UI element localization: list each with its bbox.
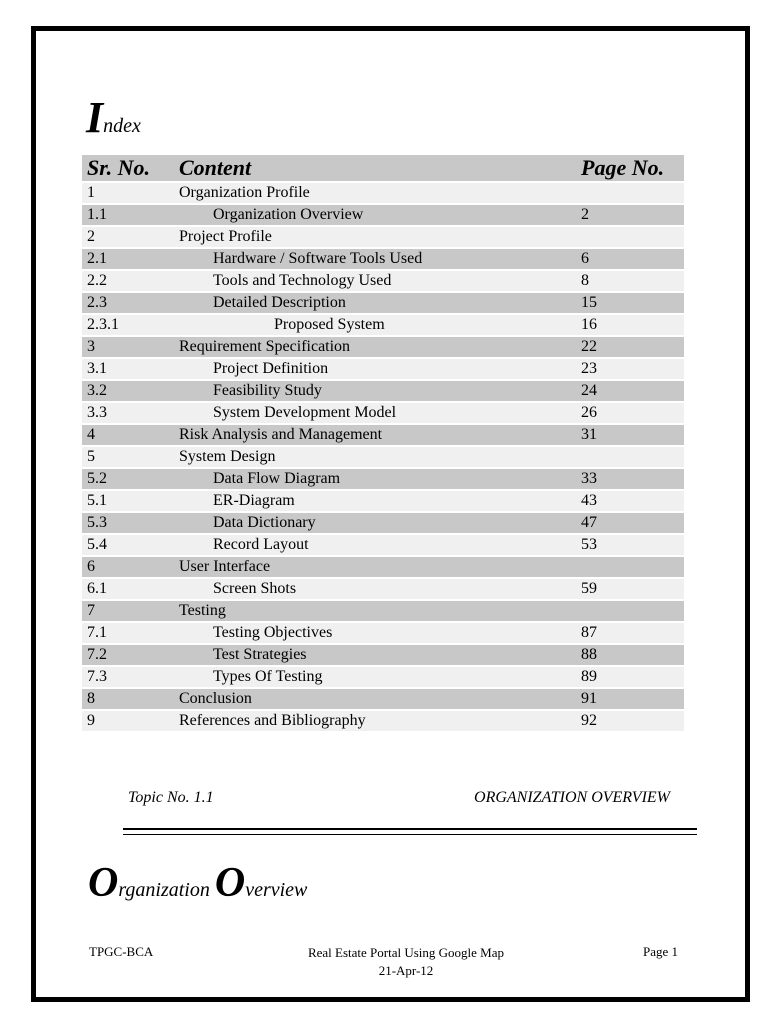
index-initial: I: [86, 93, 104, 142]
footer-left: TPGC-BCA: [89, 944, 154, 959]
divider-line-thin: [123, 834, 697, 835]
table-row: [82, 205, 684, 225]
index-table: [82, 153, 684, 733]
cell-sr-no: 1: [82, 183, 174, 203]
table-row: [82, 227, 684, 247]
cell-content: Tools and Technology Used: [174, 271, 576, 291]
cell-page-no: 2: [576, 205, 684, 225]
cell-content: Hardware / Software Tools Used: [174, 249, 576, 269]
table-row: [82, 425, 684, 445]
divider-line: [123, 828, 697, 830]
index-table-body: [82, 183, 684, 731]
table-row: [82, 535, 684, 555]
cell-content: Project Definition: [174, 359, 576, 379]
cell-sr-no: 3.1: [82, 359, 174, 379]
cell-sr-no: 7.2: [82, 645, 174, 665]
section-rest-2: verview: [245, 879, 308, 901]
cell-page-no: 6: [576, 249, 684, 269]
table-row: [82, 623, 684, 643]
cell-sr-no: 2: [82, 227, 174, 247]
cell-content: Data Dictionary: [174, 513, 576, 533]
cell-page-no: [576, 447, 684, 467]
header-sr-no: Sr. No.: [82, 155, 174, 181]
table-header-row: [82, 155, 684, 181]
table-row: [82, 249, 684, 269]
index-rest: ndex: [103, 115, 141, 137]
table-row: [82, 359, 684, 379]
section-heading: [88, 862, 307, 904]
cell-page-no: 92: [576, 711, 684, 731]
table-row: [82, 645, 684, 665]
cell-page-no: 43: [576, 491, 684, 511]
table-row: [82, 403, 684, 423]
table-row: [82, 579, 684, 599]
header-content: Content: [174, 155, 576, 181]
cell-content: Data Flow Diagram: [174, 469, 576, 489]
cell-sr-no: 8: [82, 689, 174, 709]
cell-page-no: 47: [576, 513, 684, 533]
cell-content: System Design: [174, 447, 576, 467]
cell-sr-no: 7.3: [82, 667, 174, 687]
cell-page-no: [576, 557, 684, 577]
cell-content: References and Bibliography: [174, 711, 576, 731]
cell-sr-no: 5.1: [82, 491, 174, 511]
cell-content: Testing Objectives: [174, 623, 576, 643]
table-row: [82, 447, 684, 467]
cell-sr-no: 3.3: [82, 403, 174, 423]
footer-title: Real Estate Portal Using Google Map: [307, 945, 505, 960]
table-row: [82, 337, 684, 357]
footer-center: [256, 944, 556, 980]
cell-sr-no: 5.3: [82, 513, 174, 533]
cell-page-no: 24: [576, 381, 684, 401]
cell-content: Record Layout: [174, 535, 576, 555]
cell-sr-no: 9: [82, 711, 174, 731]
cell-page-no: 53: [576, 535, 684, 555]
cell-page-no: 26: [576, 403, 684, 423]
table-row: [82, 271, 684, 291]
cell-sr-no: 4: [82, 425, 174, 445]
table-row: [82, 315, 684, 335]
cell-page-no: 87: [576, 623, 684, 643]
cell-page-no: 33: [576, 469, 684, 489]
cell-page-no: 15: [576, 293, 684, 313]
cell-sr-no: 2.3: [82, 293, 174, 313]
cell-content: Organization Overview: [174, 205, 576, 225]
cell-content: Testing: [174, 601, 576, 621]
header-page-no: Page No.: [576, 155, 684, 181]
cell-sr-no: 5.2: [82, 469, 174, 489]
cell-page-no: 23: [576, 359, 684, 379]
cell-content: Detailed Description: [174, 293, 576, 313]
cell-sr-no: 6.1: [82, 579, 174, 599]
table-row: [82, 513, 684, 533]
cell-content: User Interface: [174, 557, 576, 577]
table-row: [82, 491, 684, 511]
cell-content: ER-Diagram: [174, 491, 576, 511]
cell-content: Proposed System: [174, 315, 576, 335]
cell-sr-no: 5: [82, 447, 174, 467]
cell-content: Types Of Testing: [174, 667, 576, 687]
cell-content: System Development Model: [174, 403, 576, 423]
index-heading: [86, 93, 141, 142]
cell-page-no: 8: [576, 271, 684, 291]
cell-content: Feasibility Study: [174, 381, 576, 401]
cell-page-no: [576, 183, 684, 203]
table-row: [82, 667, 684, 687]
topic-number: Topic No. 1.1: [128, 789, 214, 806]
table-row: [82, 711, 684, 731]
cell-page-no: 88: [576, 645, 684, 665]
cell-content: Conclusion: [174, 689, 576, 709]
table-row: [82, 689, 684, 709]
cell-page-no: 16: [576, 315, 684, 335]
cell-content: Test Strategies: [174, 645, 576, 665]
cell-content: Risk Analysis and Management: [174, 425, 576, 445]
cell-sr-no: 2.3.1: [82, 315, 174, 335]
cell-sr-no: 3.2: [82, 381, 174, 401]
cell-content: Requirement Specification: [174, 337, 576, 357]
footer-date: 21-Apr-12: [378, 963, 434, 978]
cell-sr-no: 7: [82, 601, 174, 621]
footer-page-number: Page 1: [642, 944, 678, 959]
section-initial-2: O: [214, 860, 246, 906]
cell-page-no: 91: [576, 689, 684, 709]
cell-sr-no: 5.4: [82, 535, 174, 555]
section-initial-1: O: [88, 860, 119, 906]
table-row: [82, 557, 684, 577]
section-rest-1: rganization: [118, 879, 215, 901]
cell-sr-no: 6: [82, 557, 174, 577]
cell-content: Project Profile: [174, 227, 576, 247]
topic-title: ORGANIZATION OVERVIEW: [474, 789, 670, 806]
table-row: [82, 469, 684, 489]
table-row: [82, 183, 684, 203]
cell-page-no: 22: [576, 337, 684, 357]
cell-sr-no: 1.1: [82, 205, 174, 225]
cell-page-no: [576, 601, 684, 621]
cell-page-no: [576, 227, 684, 247]
table-row: [82, 293, 684, 313]
cell-sr-no: 7.1: [82, 623, 174, 643]
cell-sr-no: 2.1: [82, 249, 174, 269]
cell-page-no: 89: [576, 667, 684, 687]
cell-sr-no: 3: [82, 337, 174, 357]
cell-content: Screen Shots: [174, 579, 576, 599]
table-row: [82, 601, 684, 621]
cell-sr-no: 2.2: [82, 271, 174, 291]
cell-page-no: 31: [576, 425, 684, 445]
cell-content: Organization Profile: [174, 183, 576, 203]
cell-page-no: 59: [576, 579, 684, 599]
table-row: [82, 381, 684, 401]
